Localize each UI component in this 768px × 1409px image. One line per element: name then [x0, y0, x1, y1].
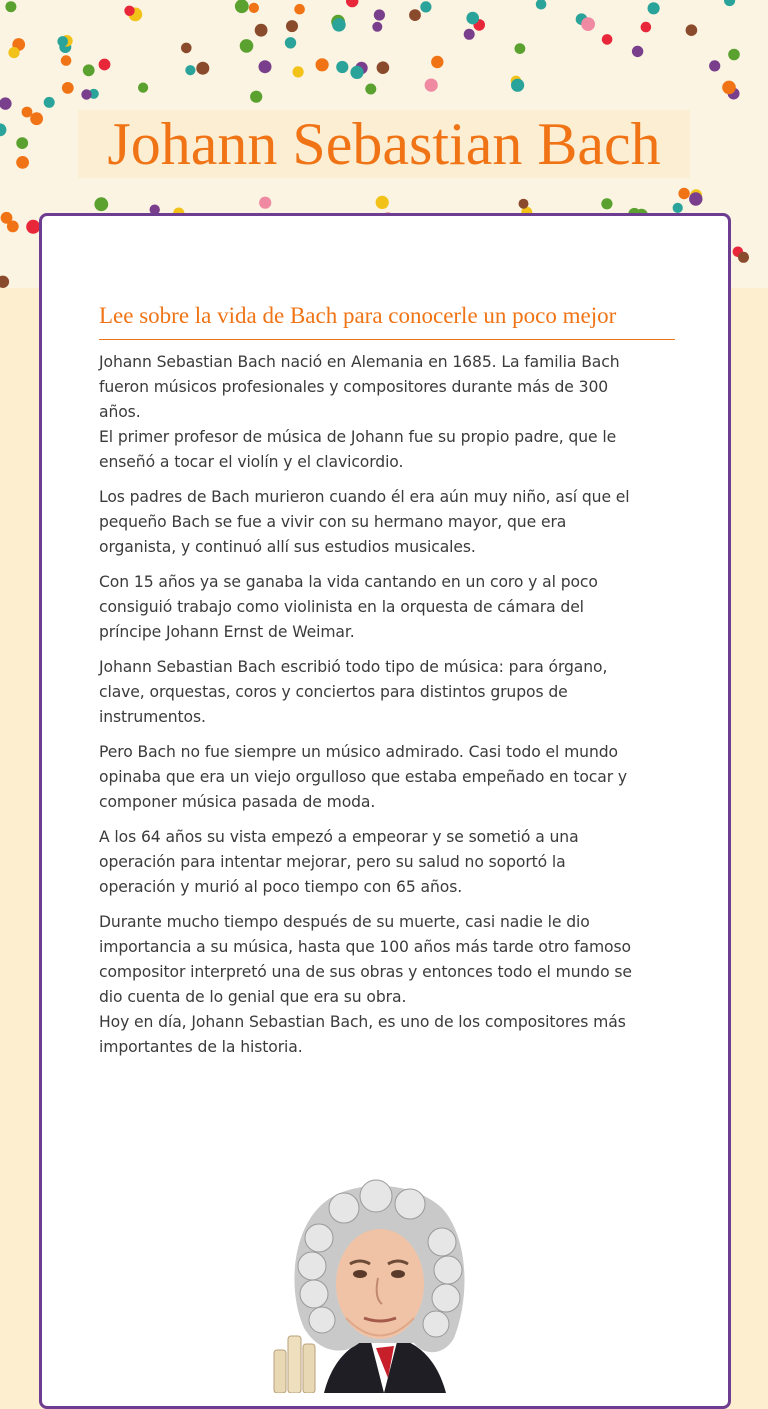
title-plate: [78, 110, 690, 178]
paragraph-line: importantes de la historia.: [99, 1038, 303, 1056]
article-paragraph: [99, 910, 675, 1060]
confetti-dot: [678, 188, 689, 199]
confetti-dot: [124, 6, 134, 16]
confetti-dot: [709, 60, 720, 71]
paragraph-line: dio cuenta de lo genial que era su obra.: [99, 988, 407, 1006]
confetti-dot: [632, 46, 643, 57]
confetti-dot: [196, 62, 209, 75]
confetti-dot: [81, 89, 91, 99]
confetti-dot: [61, 55, 72, 66]
paragraph-line: Pero Bach no fue siempre un músico admirado. Casi todo el mundo: [99, 743, 618, 761]
confetti-dot: [601, 198, 612, 209]
paragraph-line: importancia a su música, hasta que 100 años más tarde otro famoso: [99, 938, 631, 956]
confetti-dot: [346, 0, 358, 7]
confetti-dot: [350, 66, 363, 79]
confetti-dot: [409, 9, 421, 21]
paragraph-line: clave, orquestas, coros y conciertos para distintos grupos de: [99, 683, 568, 701]
confetti-dot: [62, 82, 74, 94]
confetti-dot: [7, 221, 19, 233]
confetti-dot: [686, 24, 698, 36]
article-body: [99, 350, 675, 1060]
paragraph-line: A los 64 años su vista empezó a empeorar y se sometió a una: [99, 828, 579, 846]
confetti-dot: [293, 66, 304, 77]
confetti-dot: [250, 91, 262, 103]
confetti-dot: [94, 197, 108, 211]
article-paragraph: [99, 485, 675, 560]
confetti-dot: [240, 39, 254, 53]
confetti-dot: [249, 3, 259, 13]
paragraph-line: Con 15 años ya se ganaba la vida cantando en un coro y al poco: [99, 573, 598, 591]
paragraph-line: Johann Sebastian Bach nació en Alemania en 1685. La familia Bach: [99, 353, 620, 371]
article: [99, 303, 675, 1070]
confetti-dot: [376, 196, 389, 209]
paragraph-line: príncipe Johann Ernst de Weimar.: [99, 623, 355, 641]
confetti-dot: [294, 4, 305, 15]
confetti-dot: [519, 199, 529, 209]
confetti-dot: [420, 1, 431, 12]
article-subtitle: Lee sobre la vida de Bach para conocerle un poco mejor: [99, 303, 675, 340]
confetti-dot: [365, 84, 376, 95]
confetti-dot: [8, 47, 19, 58]
confetti-dot: [259, 60, 272, 73]
confetti-dot: [316, 58, 329, 71]
confetti-dot: [689, 192, 702, 205]
confetti-dot: [515, 43, 526, 54]
paragraph-line: compositor interpretó una de sus obras y entonces todo el mundo se: [99, 963, 632, 981]
confetti-dot: [431, 56, 443, 68]
confetti-dot: [185, 65, 195, 75]
bach-portrait-image: [264, 1178, 474, 1393]
paragraph-line: opinaba que era un viejo orgulloso que estaba empeñado en tocar y: [99, 768, 628, 786]
confetti-dot: [235, 0, 249, 13]
confetti-dot: [738, 252, 749, 263]
page-title: Johann Sebastian Bach: [107, 111, 661, 177]
paragraph-line: instrumentos.: [99, 708, 206, 726]
confetti-dot: [673, 203, 683, 213]
confetti-dot: [722, 81, 736, 95]
confetti-dot: [259, 197, 271, 209]
paragraph-line: fueron músicos profesionales y compositores durante más de 300: [99, 378, 609, 396]
article-paragraph: [99, 825, 675, 900]
content-card: [39, 213, 731, 1409]
confetti-dot: [0, 276, 9, 288]
paragraph-line: consiguió trabajo como violinista en la orquesta de cámara del: [99, 598, 584, 616]
paragraph-line: Hoy en día, Johann Sebastian Bach, es uno de los compositores más: [99, 1013, 626, 1031]
confetti-dot: [83, 64, 95, 76]
confetti-dot: [602, 34, 613, 45]
paragraph-line: enseñó a tocar el violín y el clavicordio.: [99, 453, 404, 471]
confetti-dot: [57, 36, 68, 47]
confetti-dot: [99, 59, 111, 71]
confetti-dot: [641, 22, 652, 33]
confetti-dot: [22, 107, 33, 118]
confetti-dot: [511, 79, 524, 92]
confetti-dot: [728, 49, 740, 61]
confetti-dot: [377, 61, 390, 74]
article-paragraph: [99, 570, 675, 645]
confetti-dot: [44, 97, 55, 108]
paragraph-line: componer música pasada de moda.: [99, 793, 376, 811]
confetti-dot: [286, 20, 298, 32]
paragraph-line: Durante mucho tiempo después de su muerte, casi nadie le dio: [99, 913, 590, 931]
article-paragraph: [99, 350, 675, 475]
confetti-dot: [336, 61, 348, 73]
paragraph-line: Johann Sebastian Bach escribió todo tipo de música: para órgano,: [99, 658, 608, 676]
confetti-dot: [536, 0, 547, 10]
confetti-dot: [16, 137, 28, 149]
confetti-dot: [0, 97, 12, 109]
confetti-dot: [581, 17, 595, 31]
paragraph-line: pequeño Bach se fue a vivir con su hermano mayor, que era: [99, 513, 567, 531]
paragraph-line: organista, y continuó allí sus estudios musicales.: [99, 538, 476, 556]
paragraph-line: El primer profesor de música de Johann fue su propio padre, que le: [99, 428, 617, 446]
confetti-dot: [255, 24, 268, 37]
paragraph-line: operación y murió al poco tiempo con 65 años.: [99, 878, 463, 896]
article-paragraph: [99, 655, 675, 730]
confetti-dot: [16, 156, 29, 169]
confetti-dot: [5, 1, 16, 12]
confetti-dot: [30, 112, 43, 125]
confetti-dot: [466, 12, 479, 25]
confetti-dot: [374, 9, 385, 20]
confetti-dot: [332, 18, 346, 32]
article-paragraph: [99, 740, 675, 815]
paragraph-line: Los padres de Bach murieron cuando él era aún muy niño, así que el: [99, 488, 630, 506]
confetti-dot: [181, 43, 192, 54]
paragraph-line: operación para intentar mejorar, pero su salud no soportó la: [99, 853, 566, 871]
confetti-dot: [138, 83, 148, 93]
confetti-dot: [0, 123, 6, 136]
confetti-dot: [372, 22, 382, 32]
confetti-dot: [464, 29, 475, 40]
confetti-dot: [425, 79, 438, 92]
paragraph-line: años.: [99, 403, 141, 421]
confetti-dot: [724, 0, 735, 6]
confetti-dot: [285, 37, 296, 48]
confetti-dot: [648, 2, 660, 14]
